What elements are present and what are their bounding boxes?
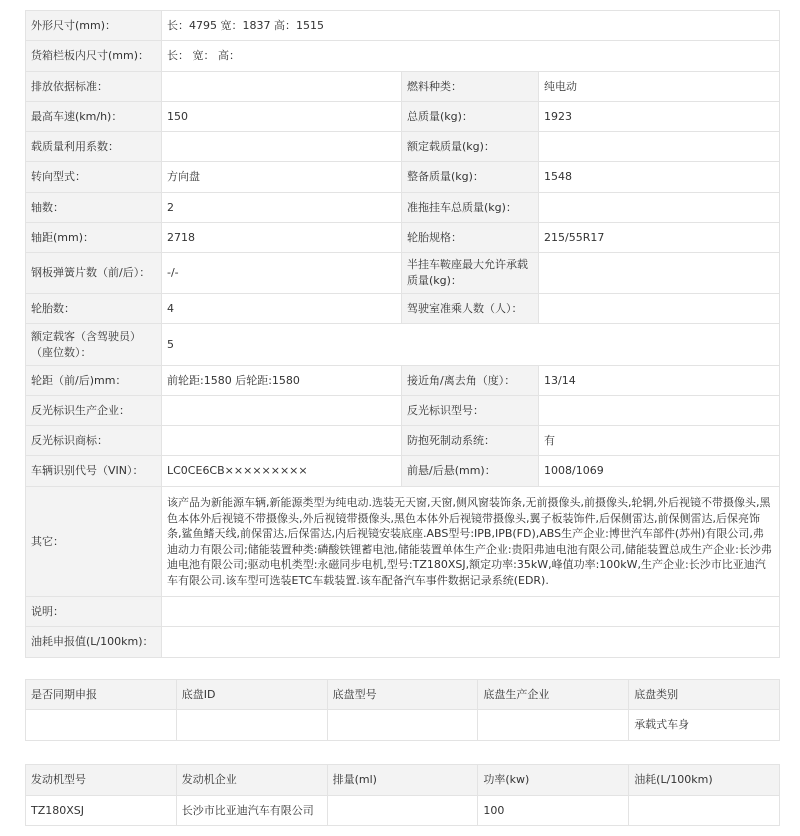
fuel-consumption-label: 油耗申报值(L/100km)： [26, 627, 162, 658]
chassis-header-row [26, 680, 780, 710]
steering-label: 转向型式： [26, 162, 162, 193]
engine-value-cell [327, 796, 478, 826]
spec-row-reflector-mark [26, 426, 780, 456]
chassis-value-cell [327, 710, 478, 741]
rated-load-label: 额定载质量(kg)： [402, 132, 539, 162]
vehicle-spec-table [25, 10, 780, 658]
wheelbase-value: 2718 [162, 223, 402, 253]
trailer-mass-value [539, 193, 780, 223]
engine-table [25, 764, 780, 826]
tires-count-label: 轮胎数： [26, 294, 162, 324]
saddle-label: 半挂车鞍座最大允许承载质量(kg)： [402, 253, 539, 294]
spec-row-wheelbase [26, 223, 780, 253]
chassis-value-cell [26, 710, 177, 741]
vin-label: 车辆识别代号（VIN）： [26, 456, 162, 487]
overhang-value: 1008/1069 [539, 456, 780, 487]
reflector-mark-value [162, 426, 402, 456]
fuel-value: 纯电动 [539, 72, 780, 102]
angle-label: 接近角/离去角（度）： [402, 366, 539, 396]
load-util-label: 载质量利用系数： [26, 132, 162, 162]
vin-value: LC0CE6CB××××××××× [162, 456, 402, 487]
maxspeed-label: 最高车速(km/h)： [26, 102, 162, 132]
steering-value: 方向盘 [162, 162, 402, 193]
spec-row-springs [26, 253, 780, 294]
engine-value-row [26, 796, 780, 826]
engine-header-cell: 排量(ml) [327, 765, 478, 796]
spec-row-reflector-maker [26, 396, 780, 426]
total-mass-label: 总质量(kg)： [402, 102, 539, 132]
maxspeed-value: 150 [162, 102, 402, 132]
reflector-mark-label: 反光标识商标： [26, 426, 162, 456]
track-label: 轮距（前/后)mm： [26, 366, 162, 396]
reflector-model-value [539, 396, 780, 426]
abs-label: 防抱死制动系统： [402, 426, 539, 456]
engine-value-cell: 100 [478, 796, 629, 826]
other-value: 该产品为新能源车辆,新能源类型为纯电动.选装无天窗,天窗,侧风窗装饰条,无前摄像头,前摄像头,轮辋,外后视镜不带摄像头,黑色本体外后视镜不带摄像头,外后视镜带摄像头,黑色本体外后视镜带摄像头,翼子板装饰件,后保侧雷达,前保侧雷达,后保亮饰条,鲨鱼鳍天线,前保雷达,后保雷达,内后视镜安装底座.ABS型号:IPB,IPB(FD),ABS生产企业:博世汽车部件(苏州)有限公司,弗迪动力有限公司;储能装置种类:磷酸铁锂蓄电池,储能装置单体生产企业:贵阳弗迪电池有限公司,储能装置总成生产企业:长沙弗迪电池有限公司;驱动电机类型:永磁同步电机,型号:TZ180XSJ,额定功率:35kW,峰值功率:100kW,生产企业:长沙市比亚迪汽车有限公司.该车型可选装ETC车载装置.该车配备汽车事件数据记录系统(EDR). [162, 487, 780, 597]
spec-row-dimensions [26, 11, 780, 41]
emission-value [162, 72, 402, 102]
spec-row-track [26, 366, 780, 396]
tires-count-value: 4 [162, 294, 402, 324]
spec-row-steering [26, 162, 780, 193]
engine-value-cell: TZ180XSJ [26, 796, 177, 826]
spec-row-other [26, 487, 780, 597]
curb-mass-value: 1548 [539, 162, 780, 193]
engine-header-cell: 发动机型号 [26, 765, 177, 796]
chassis-header-cell: 底盘类别 [629, 680, 780, 710]
tire-value: 215/55R17 [539, 223, 780, 253]
curb-mass-label: 整备质量(kg)： [402, 162, 539, 193]
abs-value: 有 [539, 426, 780, 456]
fuel-label: 燃料种类： [402, 72, 539, 102]
spec-row-vin [26, 456, 780, 487]
cargo-label: 货箱栏板内尺寸(mm)： [26, 41, 162, 72]
fuel-consumption-value [162, 627, 780, 658]
engine-value-cell: 长沙市比亚迪汽车有限公司 [176, 796, 327, 826]
other-label: 其它： [26, 487, 162, 597]
track-value: 前轮距:1580 后轮距:1580 [162, 366, 402, 396]
springs-label: 钢板弹簧片数（前/后）： [26, 253, 162, 294]
emission-label: 排放依据标准： [26, 72, 162, 102]
spec-row-emission [26, 72, 780, 102]
rated-load-value [539, 132, 780, 162]
engine-header-cell: 油耗(L/100km) [629, 765, 780, 796]
trailer-mass-label: 准拖挂车总质量(kg)： [402, 193, 539, 223]
spec-row-load [26, 132, 780, 162]
chassis-value-cell [176, 710, 327, 741]
seats-value: 5 [162, 324, 780, 366]
tire-label: 轮胎规格： [402, 223, 539, 253]
note-label: 说明： [26, 597, 162, 627]
spec-row-tires [26, 294, 780, 324]
reflector-maker-value [162, 396, 402, 426]
chassis-value-row [26, 710, 780, 741]
chassis-header-cell: 底盘ID [176, 680, 327, 710]
saddle-value [539, 253, 780, 294]
spec-row-cargo [26, 41, 780, 72]
note-value [162, 597, 780, 627]
engine-value-cell [629, 796, 780, 826]
axles-label: 轴数： [26, 193, 162, 223]
cargo-value: 长： 宽： 高： [162, 41, 780, 72]
axles-value: 2 [162, 193, 402, 223]
chassis-value-cell [478, 710, 629, 741]
springs-value: -/- [162, 253, 402, 294]
reflector-model-label: 反光标识型号： [402, 396, 539, 426]
spec-row-seats [26, 324, 780, 366]
spec-row-axles [26, 193, 780, 223]
angle-value: 13/14 [539, 366, 780, 396]
engine-header-row [26, 765, 780, 796]
chassis-header-cell: 是否同期申报 [26, 680, 177, 710]
engine-header-cell: 发动机企业 [176, 765, 327, 796]
total-mass-value: 1923 [539, 102, 780, 132]
spec-row-fuel-consumption [26, 627, 780, 658]
chassis-value-cell: 承载式车身 [629, 710, 780, 741]
overhang-label: 前悬/后悬(mm)： [402, 456, 539, 487]
spec-row-note [26, 597, 780, 627]
chassis-header-cell: 底盘型号 [327, 680, 478, 710]
spec-row-speed [26, 102, 780, 132]
reflector-maker-label: 反光标识生产企业： [26, 396, 162, 426]
load-util-value [162, 132, 402, 162]
dimensions-value: 长：4795 宽：1837 高：1515 [162, 11, 780, 41]
seats-label: 额定载客（含驾驶员）（座位数）： [26, 324, 162, 366]
chassis-header-cell: 底盘生产企业 [478, 680, 629, 710]
engine-header-cell: 功率(kw) [478, 765, 629, 796]
wheelbase-label: 轴距(mm)： [26, 223, 162, 253]
cab-passengers-value [539, 294, 780, 324]
cab-passengers-label: 驾驶室准乘人数（人）： [402, 294, 539, 324]
dimensions-label: 外形尺寸(mm)： [26, 11, 162, 41]
chassis-table [25, 679, 780, 741]
